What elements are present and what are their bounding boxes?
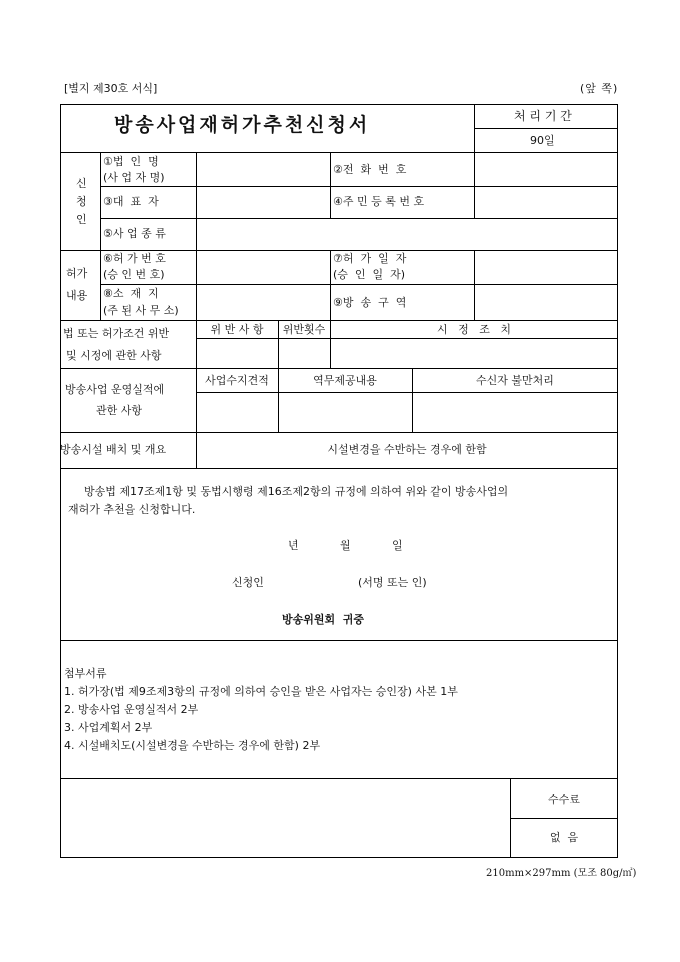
rule — [196, 392, 618, 393]
fee-label: 수수료 — [548, 793, 580, 806]
attachments-title: 첨부서류 — [64, 667, 107, 680]
rule — [60, 640, 618, 641]
rule — [510, 778, 511, 858]
permit-date-label: ⑦허 가 일 자 — [333, 252, 407, 265]
permit-no-label: ⑥허 가 번 호 — [103, 252, 166, 265]
signature-note: (서명 또는 인) — [358, 576, 427, 589]
phone-label: ②전 화 번 호 — [333, 163, 407, 176]
representative-label: ③대 표 자 — [103, 195, 159, 208]
business-type-label: ⑤사 업 종 류 — [103, 227, 166, 240]
rule — [474, 152, 475, 218]
processing-period-value: 90일 — [530, 134, 555, 147]
rule — [60, 778, 618, 779]
rule — [100, 186, 618, 187]
rule — [100, 218, 618, 219]
performance-label-1: 방송사업 운영실적에 — [65, 383, 165, 396]
facilities-note: 시설변경을 수반하는 경우에 한함 — [327, 443, 487, 456]
main-office-label: (주 된 사 무 소) — [103, 304, 179, 317]
rule — [196, 152, 197, 468]
date-day: 일 — [392, 539, 403, 552]
corp-name-label: ①법 인 명 — [103, 155, 159, 168]
violations-label-2: 및 시정에 관한 사항 — [66, 349, 162, 362]
applicant-signature-label: 신청인 — [232, 576, 264, 589]
paper-spec: 210mm×297mm (모조 80g/㎡) — [486, 868, 637, 879]
rule — [60, 152, 618, 153]
date-month: 월 — [340, 539, 351, 552]
complaint-handling-header: 수신자 불만처리 — [476, 374, 554, 387]
resident-no-label: ④주 민 등 록 번 호 — [333, 195, 425, 208]
attachment-item-1: 1. 허가장(법 제9조제3항의 규정에 의하여 승인을 받은 사업자는 승인장) 사본 1부 — [64, 685, 458, 698]
form-number: [별지 제30호 서식] — [64, 82, 158, 95]
rule — [474, 250, 475, 320]
performance-label-2: 관한 사항 — [96, 404, 143, 417]
corrective-action-header: 시 정 조 치 — [437, 323, 511, 336]
permit-group-label-2: 내용 — [66, 289, 88, 302]
violations-label-1: 법 또는 허가조건 위반 — [63, 327, 170, 340]
area-label: ⑨방 송 구 역 — [333, 296, 407, 309]
location-label: ⑧소 재 지 — [103, 287, 159, 300]
financial-estimate-header: 사업수지견적 — [205, 374, 269, 387]
rule — [474, 128, 618, 129]
violation-count-header: 위반횟수 — [282, 323, 326, 336]
rule — [330, 250, 331, 320]
permit-group-label-1: 허가 — [66, 267, 88, 280]
page-side: (앞 쪽) — [580, 82, 619, 95]
processing-period-label: 처 리 기 간 — [514, 109, 572, 123]
rule — [100, 152, 101, 320]
rule — [510, 818, 618, 819]
statement-line-1: 방송법 제17조제1항 및 동법시행령 제16조제2항의 규정에 의하여 위와 같이 방송사업의 — [84, 485, 509, 498]
rule — [60, 432, 618, 433]
rule — [60, 250, 618, 251]
attachment-item-3: 3. 사업계획서 2부 — [64, 721, 153, 734]
applicant-group-label-2: 청 — [76, 195, 87, 208]
date-year: 년 — [288, 539, 299, 552]
recipient: 방송위원회 귀중 — [282, 613, 365, 626]
violation-items-header: 위 반 사 항 — [210, 323, 264, 336]
rule — [60, 320, 618, 321]
approval-no-label: (승 인 번 호) — [103, 268, 165, 281]
facilities-label: 방송시설 배치 및 개요 — [60, 443, 167, 456]
rule — [60, 468, 618, 469]
form-title: 방송사업재허가추천신청서 — [114, 114, 371, 136]
business-name-label: (사 업 자 명) — [103, 171, 165, 184]
rule — [196, 338, 618, 339]
rule — [474, 104, 475, 152]
attachment-item-4: 4. 시설배치도(시설변경을 수반하는 경우에 한함) 2부 — [64, 739, 321, 752]
approval-date-label: (승 인 일 자) — [333, 268, 406, 281]
service-content-header: 역무제공내용 — [313, 374, 377, 387]
applicant-group-label-1: 신 — [76, 177, 87, 190]
rule — [330, 152, 331, 218]
statement-line-2: 재허가 추천을 신청합니다. — [68, 503, 196, 516]
fee-value: 없 음 — [549, 831, 579, 844]
applicant-group-label-3: 인 — [76, 213, 87, 226]
attachment-item-2: 2. 방송사업 운영실적서 2부 — [64, 703, 199, 716]
rule — [60, 368, 618, 369]
rule — [100, 284, 618, 285]
